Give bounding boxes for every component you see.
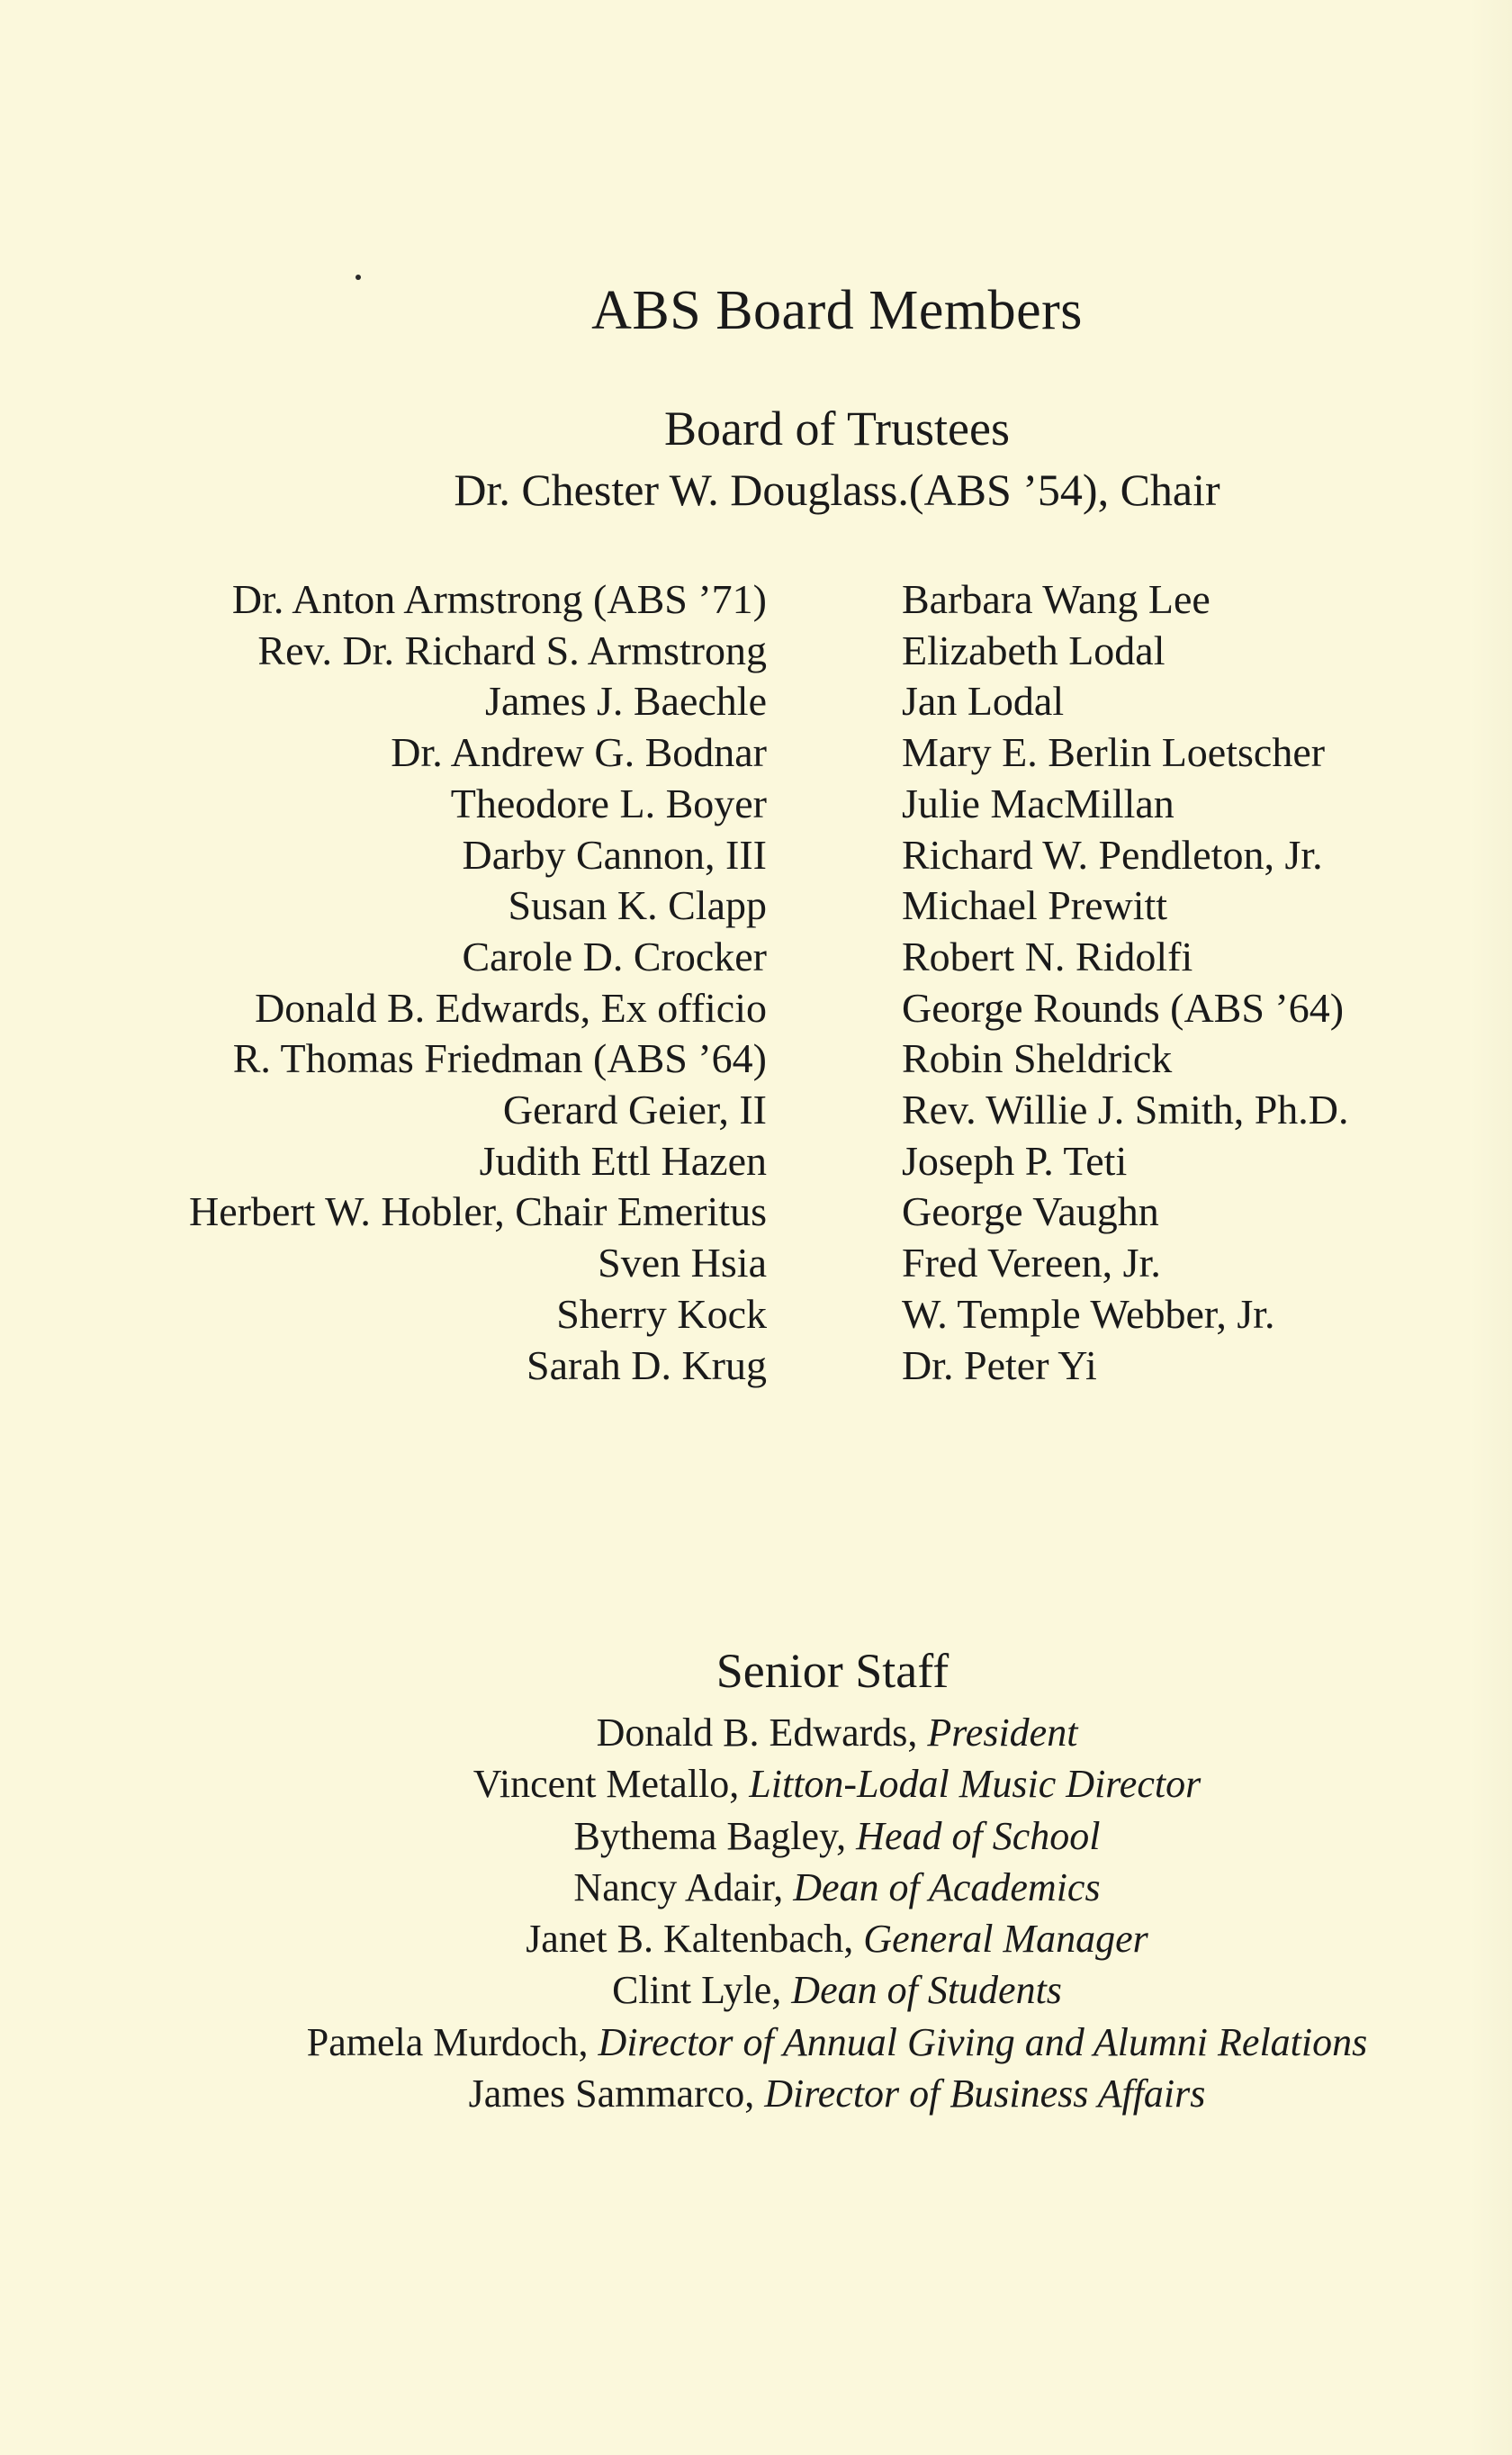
trustee-name: Dr. Peter Yi [902, 1341, 1097, 1388]
trustee-name: Elizabeth Lodal [902, 627, 1166, 673]
staff-name: Clint Lyle, [612, 1968, 792, 2013]
staff-name: James Sammarco, [468, 2071, 765, 2117]
staff-member [0, 1964, 1512, 2016]
trustees-right-column [902, 574, 1460, 1391]
staff-member [0, 1862, 1512, 1913]
trustee-name: Dr. Anton Armstrong (ABS ’71) [231, 576, 767, 622]
trustee-name: Sherry Kock [556, 1290, 767, 1337]
staff-role: Director of Annual Giving and Alumni Relations [598, 2019, 1368, 2064]
staff-member [0, 1707, 1512, 1758]
staff-role: Dean of Students [791, 1968, 1062, 2013]
trustee-name: George Rounds (ABS ’64) [902, 984, 1345, 1031]
trustee-name: Judith Ettl Hazen [479, 1137, 767, 1184]
trustee-name: James J. Baechle [485, 678, 767, 725]
staff-role: Dean of Academics [793, 1864, 1101, 1909]
trustee-name: Carole D. Crocker [462, 933, 767, 979]
trustee-name: George Vaughn [902, 1188, 1159, 1235]
senior-staff-heading: Senior Staff [716, 1644, 950, 1698]
trustee-name: Herbert W. Hobler, Chair Emeritus [188, 1188, 767, 1235]
staff-member [0, 2068, 1512, 2119]
board-chair: Dr. Chester W. Douglass.(ABS ’54), Chair [454, 465, 1220, 515]
trustee-name: Joseph P. Teti [902, 1137, 1128, 1184]
trustee-name: Gerard Geier, II [502, 1087, 767, 1133]
staff-role: Litton-Lodal Music Director [749, 1762, 1202, 1807]
staff-role: Head of School [856, 1813, 1101, 1858]
page-title: ABS Board Members [591, 280, 1083, 341]
staff-role: Director of Business Affairs [764, 2071, 1206, 2117]
staff-member [0, 1758, 1512, 1810]
trustee-name: Robin Sheldrick [902, 1035, 1173, 1082]
staff-name: Bythema Bagley, [573, 1813, 857, 1858]
staff-name: Nancy Adair, [573, 1864, 794, 1909]
trustee-name: Robert N. Ridolfi [902, 933, 1193, 979]
trustee-name: W. Temple Webber, Jr. [902, 1290, 1275, 1337]
trustee-name: Susan K. Clapp [508, 882, 767, 929]
trustee-name: Michael Prewitt [902, 882, 1168, 929]
trustee-name: Richard W. Pendleton, Jr. [902, 831, 1323, 878]
staff-member [0, 2017, 1512, 2068]
trustee-name: R. Thomas Friedman (ABS ’64) [232, 1035, 767, 1082]
staff-role: President [927, 1710, 1078, 1755]
staff-member [0, 1913, 1512, 1964]
staff-name: Vincent Metallo, [472, 1762, 750, 1807]
trustee-name: Rev. Willie J. Smith, Ph.D. [902, 1087, 1349, 1133]
trustee-name: Theodore L. Boyer [450, 780, 767, 826]
trustee-name: Sven Hsia [598, 1240, 767, 1286]
trustee-name: Jan Lodal [902, 678, 1065, 725]
staff-name: Janet B. Kaltenbach, [526, 1917, 864, 1962]
trustees-left-column [0, 574, 767, 1391]
trustee-name: Fred Vereen, Jr. [902, 1240, 1161, 1286]
trustee-name: Julie MacMillan [902, 780, 1174, 826]
trustee-name: Sarah D. Krug [526, 1341, 767, 1388]
trustee-name: Darby Cannon, III [462, 831, 767, 878]
staff-name: Pamela Murdoch, [306, 2019, 598, 2064]
board-heading: Board of Trustees [663, 402, 1010, 456]
senior-staff-list [0, 1707, 1512, 2119]
trustee-name: Rev. Dr. Richard S. Armstrong [257, 627, 767, 673]
trustee-name: Dr. Andrew G. Bodnar [391, 729, 767, 776]
staff-name: Donald B. Edwards, [596, 1710, 928, 1755]
staff-member [0, 1810, 1512, 1862]
trustee-name: Donald B. Edwards, Ex officio [255, 984, 767, 1031]
trustee-name: Mary E. Berlin Loetscher [902, 729, 1326, 776]
staff-role: General Manager [863, 1917, 1148, 1962]
trustee-name: Barbara Wang Lee [902, 576, 1210, 622]
